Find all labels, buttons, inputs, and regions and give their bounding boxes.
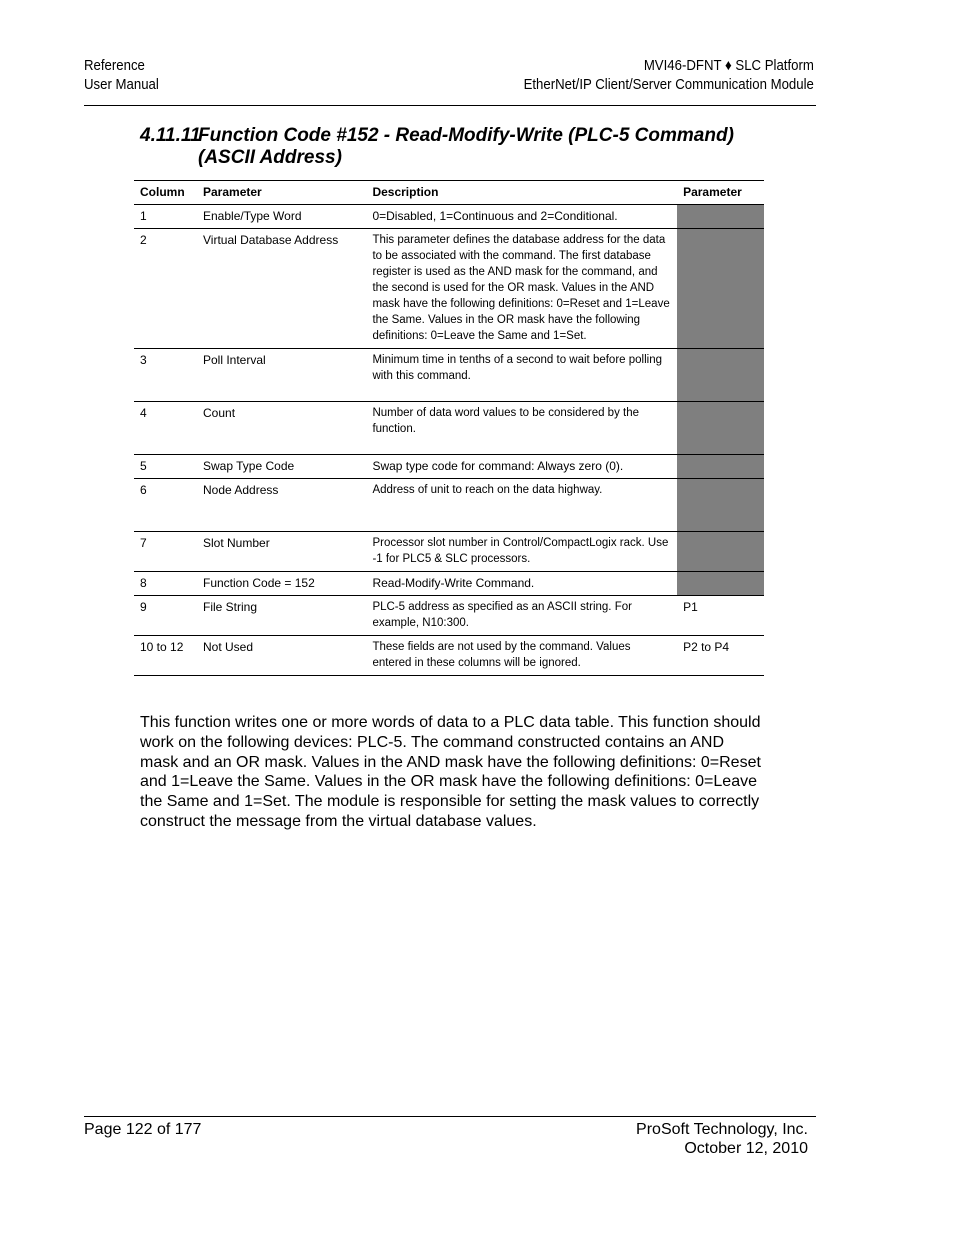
header-user-manual: User Manual bbox=[84, 76, 159, 93]
cell-parameter: Not Used bbox=[203, 640, 254, 654]
cell-shaded bbox=[677, 205, 764, 229]
cell-description: These fields are not used by the command. Values entered in these columns will be ignored. bbox=[372, 641, 631, 669]
header-module: EtherNet/IP Client/Server Communication Module bbox=[523, 76, 814, 93]
cell-param-value: P1 bbox=[683, 600, 698, 614]
section-heading bbox=[140, 125, 780, 169]
cell-shaded bbox=[677, 229, 764, 349]
header-parameter: Parameter bbox=[203, 185, 262, 199]
footer-date: October 12, 2010 bbox=[684, 1140, 808, 1157]
header-column: Column bbox=[140, 185, 185, 199]
cell-description: Address of unit to reach on the data highway. bbox=[372, 484, 603, 496]
table-row bbox=[134, 455, 764, 479]
cell-description: Read-Modify-Write Command. bbox=[372, 576, 535, 590]
footer-right bbox=[636, 1120, 808, 1158]
table-row bbox=[134, 229, 764, 349]
section-title-line1: Function Code #152 - Read-Modify-Write (PLC-5 Command) bbox=[198, 125, 734, 146]
table-row bbox=[134, 596, 764, 636]
footer-company: ProSoft Technology, Inc. bbox=[636, 1121, 808, 1138]
header-description: Description bbox=[372, 185, 439, 199]
cell-parameter: File String bbox=[203, 600, 258, 614]
table-row bbox=[134, 349, 764, 402]
cell-description: 0=Disabled, 1=Continuous and 2=Conditional. bbox=[372, 209, 618, 223]
cell-shaded bbox=[677, 572, 764, 596]
table-row bbox=[134, 532, 764, 572]
table-row bbox=[134, 479, 764, 532]
cell-description: Minimum time in tenths of a second to wait before polling with this command. bbox=[372, 354, 662, 382]
cell-column: 2 bbox=[140, 233, 147, 247]
cell-column: 9 bbox=[140, 600, 147, 614]
cell-column: 7 bbox=[140, 536, 147, 550]
body-paragraph: This function writes one or more words of data to a PLC data table. This function should work on the following devices: PLC-5. The command constructed contains an AND mask and an OR mask. Values in the AND mask have the following definitions: 0=Reset and 1=Leave the Same. Values in the OR mask have the following definitions: 0=Leave the Same and 1=Set. The module is responsible for setting the mask values to correctly construct the message from the virtual database values. bbox=[140, 714, 761, 830]
cell-column: 1 bbox=[140, 209, 147, 223]
cell-description: Swap type code for command: Always zero (0). bbox=[372, 459, 624, 473]
cell-description: Processor slot number in Control/CompactLogix rack. Use -1 for PLC5 & SLC processors. bbox=[372, 537, 669, 565]
cell-param-value: P2 to P4 bbox=[683, 640, 730, 654]
header-parameter-2: Parameter bbox=[683, 185, 742, 199]
header-product: MVI46-DFNT ♦ SLC Platform bbox=[643, 57, 814, 74]
cell-parameter: Enable/Type Word bbox=[203, 209, 302, 223]
cell-column: 3 bbox=[140, 353, 147, 367]
footer-divider bbox=[84, 1116, 816, 1117]
cell-description: This parameter defines the database address for the data to be associated with the command. The first database register is used as the AND mask for the command, and the second is used for the OR mask. Values in the AND mask have the following definitions: 0=Reset and 1=Leave the Same. Values in the OR mask have the following definitions: 0=Leave the Same and 1=Set. bbox=[372, 234, 670, 342]
cell-column: 8 bbox=[140, 576, 147, 590]
table-header-row bbox=[134, 181, 764, 205]
cell-shaded bbox=[677, 402, 764, 455]
footer-page-number: Page 122 of 177 bbox=[84, 1121, 202, 1138]
cell-parameter: Poll Interval bbox=[203, 353, 266, 367]
cell-column: 4 bbox=[140, 406, 147, 420]
cell-description: PLC-5 address as specified as an ASCII string. For example, N10:300. bbox=[372, 601, 632, 629]
cell-shaded bbox=[677, 455, 764, 479]
page-header-left bbox=[84, 56, 159, 94]
cell-parameter: Swap Type Code bbox=[203, 459, 295, 473]
cell-parameter: Count bbox=[203, 406, 236, 420]
cell-shaded bbox=[677, 532, 764, 572]
section-title-line2: (ASCII Address) bbox=[198, 147, 342, 168]
cell-shaded bbox=[677, 479, 764, 532]
cell-parameter: Virtual Database Address bbox=[203, 233, 339, 247]
cell-parameter: Node Address bbox=[203, 483, 279, 497]
table-row bbox=[134, 205, 764, 229]
cell-column: 5 bbox=[140, 459, 147, 473]
table-row bbox=[134, 402, 764, 455]
page-header-right bbox=[524, 56, 814, 94]
table-row bbox=[134, 636, 764, 676]
header-reference: Reference bbox=[84, 57, 145, 74]
table-row bbox=[134, 572, 764, 596]
cell-parameter: Function Code = 152 bbox=[203, 576, 315, 590]
cell-description: Number of data word values to be considered by the function. bbox=[372, 407, 640, 435]
cell-parameter: Slot Number bbox=[203, 536, 270, 550]
cell-shaded bbox=[677, 349, 764, 402]
cell-column: 10 to 12 bbox=[140, 640, 184, 654]
parameter-table bbox=[134, 180, 764, 676]
section-number: 4.11.11 bbox=[140, 125, 201, 146]
cell-column: 6 bbox=[140, 483, 147, 497]
header-divider bbox=[84, 105, 816, 106]
